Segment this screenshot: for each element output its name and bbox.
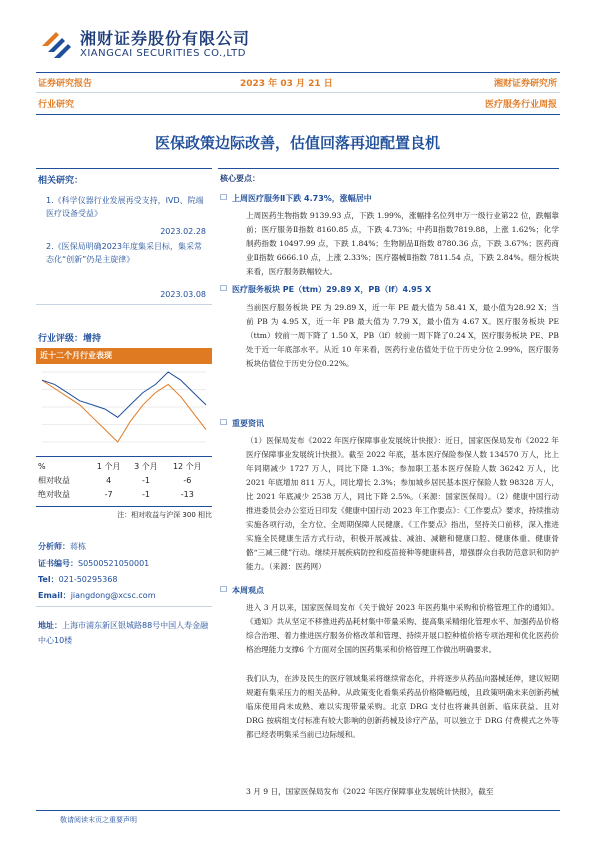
address-text: 上海市浦东新区银城路88号中国人寿金融中心10楼 xyxy=(38,621,209,645)
related-item-2[interactable]: 2.《医保局明确2023年度集采目标，集采常态化“创新”仍是主旋律》 xyxy=(46,242,202,264)
key-points-title: 核心要点： xyxy=(220,174,260,183)
report-series: 医疗服务行业周报 xyxy=(484,100,557,110)
perf-table xyxy=(38,459,210,501)
square-bullet-icon: ☐ xyxy=(220,418,228,427)
perf-cell: -7 xyxy=(104,489,113,499)
section-heading-2 xyxy=(220,284,432,295)
section-heading-4 xyxy=(220,585,264,596)
performance-chart xyxy=(36,366,212,448)
footer-rule xyxy=(36,810,560,811)
section-heading-text: 重要资讯 xyxy=(232,419,264,428)
perf-header-cell: % xyxy=(38,461,46,471)
sidebar-rule xyxy=(36,168,212,169)
related-research-title: 相关研究： xyxy=(38,176,84,186)
header-rule-top xyxy=(36,72,560,73)
email-label: Email： xyxy=(38,591,71,600)
section-heading-1 xyxy=(220,193,372,204)
analyst-label: 分析师： xyxy=(38,542,70,551)
perf-header-cell: 1 个月 xyxy=(96,461,121,471)
square-bullet-icon: ☐ xyxy=(220,284,228,293)
chart-title-bar xyxy=(36,348,212,364)
perf-header-cell: 3 个月 xyxy=(134,461,158,471)
cert xyxy=(38,558,149,569)
related-date-2: 2023.03.08 xyxy=(160,290,206,299)
footer-disclaimer[interactable]: 敬请阅读末页之重要声明 xyxy=(60,816,137,824)
perf-table-rule-top xyxy=(36,456,212,457)
logo-mark-icon xyxy=(40,26,74,60)
tel xyxy=(38,574,117,585)
company-name-en: XIANGCAI SECURITIES CO.,LTD xyxy=(80,48,246,59)
company-name-cn: 湘财证券股份有限公司 xyxy=(80,29,251,48)
institute: 湘财证券研究所 xyxy=(493,79,557,89)
section-text-4c: 3 月 9 日，国家医保局发布《2022 年医疗保障事业发展统计快报》，截至 xyxy=(246,787,494,796)
section-text-2: 当前医疗服务板块 PE 为 29.89 X，近一年 PE 最大值为 58.41 X，最小值为28.92 X；当前 PB 为 4.95 X，近一年 PB 最大值为 7.79 X，最小值为 4.67 X。医疗服务板块 PE（ttm）较前一周下降了 1.50 X，PB（lf）较前一周下降了0.24 X，医疗服务板块 PE、PB 处于近一年底部水平。从近 10 年来看，医药行业估值处于位于历史分位 2.99%，医疗服务板块估值位于历史分位0.22%。 xyxy=(246,303,559,368)
tel-number: 021-50295368 xyxy=(58,575,118,584)
analyst xyxy=(38,541,86,552)
section-heading-text: 上周医疗服务Ⅱ下跌 4.73%，涨幅居中 xyxy=(232,194,372,203)
perf-header-cell: 12 个月 xyxy=(172,461,202,471)
section-text-1: 上周医药生物指数 9139.93 点，下跌 1.99%，涨幅排名位列申万一级行业第22 位，跌幅靠前；医疗服务Ⅱ指数 8160.85 点，下跌 4.73%；中药Ⅱ指数7819.88，上涨 1.62%；化学制药指数 10497.99 点，下跌 1.84%；生物制品Ⅱ指数 8780.36 点，下跌 3.67%；医药商业Ⅱ指数 6666.10 点，上涨 2.33%；医疗器械Ⅱ指数 7811.54 点，下跌 2.84%。细分板块来看，医疗服务跌幅较大。 xyxy=(246,211,559,276)
cert-number: S0500521050001 xyxy=(78,559,150,568)
chart-series-line-2 xyxy=(42,372,206,417)
perf-row xyxy=(38,473,210,487)
perf-cell: 4 xyxy=(106,475,112,485)
contact-divider xyxy=(36,606,212,607)
report-type: 证券研究报告 xyxy=(38,79,93,89)
section-heading-text: 医疗服务板块 PE（ttm）29.89 X，PB（lf）4.95 X xyxy=(232,285,432,294)
section-text-4a: 进入 3 月以来，国家医保局发布《关于做好 2023 年医药集中采购和价格管理工作的通知》。《通知》共从坚定不移推进药品耗材集中带量采购、提高集采精细化管理水平、加强药品价格综合治理、着力推进医疗服务价格改革和管理、持续开展口腔种植价格专项治理和优化医药价格治理能力支撑6 个方面对全国的医药集采和价格管理工作做出明确要求。 xyxy=(246,603,559,654)
industry-rating: 行业评级：增持 xyxy=(38,334,102,344)
address xyxy=(38,618,212,648)
perf-cell: -1 xyxy=(141,489,150,499)
perf-row xyxy=(38,487,210,501)
address-label: 地址： xyxy=(38,621,62,630)
section-heading-text: 本周观点 xyxy=(232,586,264,595)
chart-title: 近十二个月行业表现 xyxy=(40,351,112,360)
company-logo xyxy=(40,26,74,60)
perf-cell: -6 xyxy=(183,475,192,485)
section-text-3: （1）医保局发布《2022 年医疗保障事业发展统计快报》：近日，国家医保局发布《2022 年医疗保障事业发展统计快报》。截至 2022 年底，基本医疗保险参保人数 134570 万人，比上年同期减少 1727 万人，同比下降 1.3%；参加职工基本医疗保险人数 36242 万人，比 2021 年底增加 811 万人，同比增长 2.3%；参加城乡居民基本医疗保险人数 98328 万人，比 2021 年底减少 2538 万人，同比下降 2.5%。（来源：国家医保局）。（2）健康中国行动推进委员会办公室近日印发《健康中国行动 2023 年工作要点》：《工作要点》要求，持续推动实施各项行动，全方位、全周期保障人民健康。《工作要点》指出，坚持关口前移，深入推进实施全民健康生活方式行动，积极开展减盐、减油、减糖和健康口腔、健康体重、健康骨骼“三减三健”行动。继续开展疾病防控和疫苗接种等健康科普，增强群众自我防范意识和防护能力。（来源：医药网） xyxy=(246,436,559,571)
cert-label: 证书编号： xyxy=(38,559,78,568)
email xyxy=(38,590,156,601)
perf-note: 注：相对收益与沪深 300 相比 xyxy=(117,511,212,519)
perf-row-label: 相对收益 xyxy=(38,475,70,485)
related-item-1[interactable]: 1.《科学仪器行业发展再受支持，IVD、院端医疗设备受益》 xyxy=(46,196,204,218)
page-title: 医保政策边际改善，估值回落再迎配置良机 xyxy=(154,134,440,152)
tel-label: Tel： xyxy=(38,575,59,584)
perf-table-rule-bottom xyxy=(36,506,212,507)
perf-header-row xyxy=(38,459,210,473)
report-category: 行业研究 xyxy=(38,100,75,110)
square-bullet-icon: ☐ xyxy=(220,585,228,594)
email-address[interactable]: jiangdong@xcsc.com xyxy=(70,591,156,600)
perf-cell: -13 xyxy=(180,489,194,499)
square-bullet-icon: ☐ xyxy=(220,193,228,202)
section-heading-3 xyxy=(220,418,264,429)
report-date: 2023 年 03 月 21 日 xyxy=(240,79,333,89)
header-rule-mid xyxy=(36,92,560,93)
main-rule xyxy=(218,168,559,169)
related-date-1: 2023.02.28 xyxy=(160,227,206,236)
perf-cell: -1 xyxy=(141,475,150,485)
section-text-4b: 我们认为，在涉及民生的医疗领域集采将继续常态化，并将逐步从药品向器械延伸，建议短期规避有集采压力的相关品种。从政策变化看集采药品价格降幅趋缓，且政策明确未来创新药械临床使用尚未成熟、难以实现带量采购。北京 DRG 支付也将兼具创新、临床获益、且对 DRG 按病组支付标准有较大影响的创新药械及诊疗产品，可以独立于 DRG 付费模式之外等都已经表明集采当前已边际缓和。 xyxy=(246,674,559,739)
sidebar-divider xyxy=(36,304,212,305)
perf-row-label: 绝对收益 xyxy=(38,489,70,499)
header-rule-bottom xyxy=(36,114,560,115)
analyst-name: 蒋栋 xyxy=(70,542,86,551)
